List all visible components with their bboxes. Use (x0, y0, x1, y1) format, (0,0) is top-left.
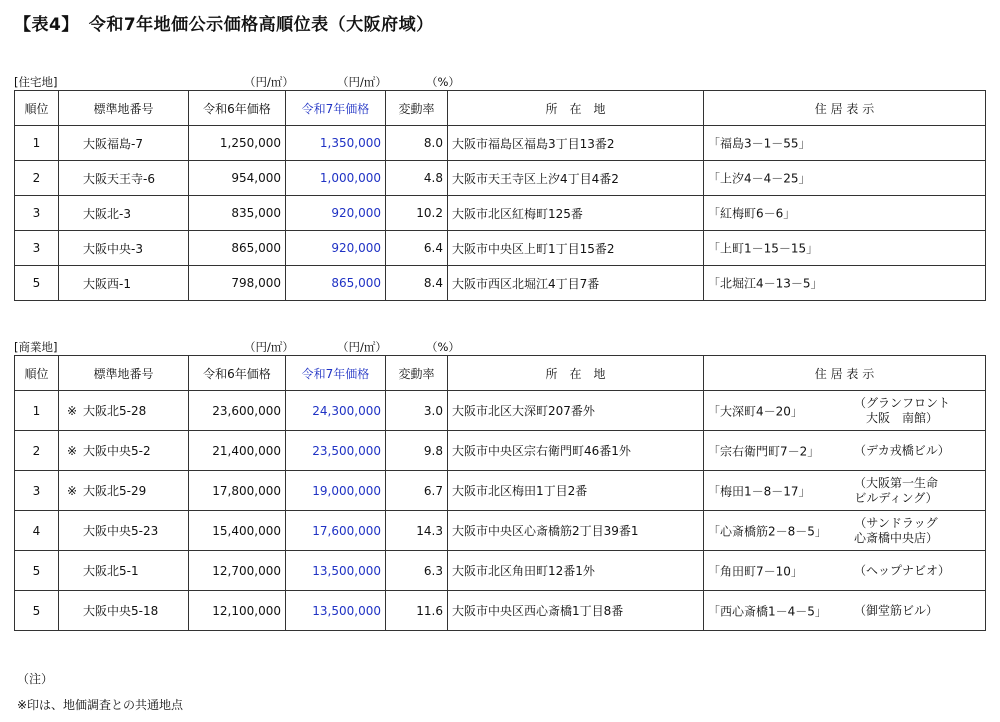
header-price-r6: 令和6年価格 (189, 356, 286, 391)
location-cell: 大阪市福島区福島3丁目13番2 (448, 126, 704, 161)
building-name-line1: （グランフロント (854, 395, 951, 410)
header-address-display: 住 居 表 示 (704, 91, 986, 126)
site-number-cell (59, 431, 189, 471)
unit-percent: （%） (426, 340, 460, 354)
price-r7-cell: 19,000,000 (286, 471, 386, 511)
price-r6-cell: 954,000 (189, 161, 286, 196)
location-cell: 大阪市天王寺区上汐4丁目4番2 (448, 161, 704, 196)
residential-table (14, 90, 986, 301)
address-display: 「梅田1－8－17」 (708, 484, 811, 498)
residential-unit-row (14, 74, 985, 90)
unit-yen-r7: （円/㎡） (337, 75, 387, 89)
header-price-r7: 令和7年価格 (286, 91, 386, 126)
rank-cell: 3 (15, 471, 59, 511)
price-r6-cell: 12,700,000 (189, 551, 286, 591)
site-number-cell (59, 391, 189, 431)
site-number-cell (59, 161, 189, 196)
site-number: 大阪中央-3 (83, 241, 143, 256)
unit-yen-r7: （円/㎡） (337, 340, 387, 354)
commercial-header-row (15, 356, 986, 391)
location-cell: 大阪市北区大深町207番外 (448, 391, 704, 431)
price-r6-cell: 23,600,000 (189, 391, 286, 431)
location-cell: 大阪市北区梅田1丁目2番 (448, 471, 704, 511)
header-location: 所 在 地 (448, 356, 704, 391)
common-point-mark: ※ (66, 484, 78, 498)
change-rate-cell: 6.3 (386, 551, 448, 591)
building-name-line1: （御堂筋ビル） (854, 603, 939, 617)
rank-cell: 1 (15, 391, 59, 431)
table-row (15, 196, 986, 231)
rank-cell: 3 (15, 196, 59, 231)
site-number: 大阪北5-1 (83, 564, 139, 578)
address-display-cell (704, 196, 986, 231)
site-number: 大阪北5-29 (83, 484, 147, 498)
table-row (15, 591, 986, 631)
price-r6-cell: 835,000 (189, 196, 286, 231)
address-display: 「角田町7－10」 (708, 564, 803, 578)
building-name-line1: （サンドラッグ (854, 515, 938, 530)
change-rate-cell: 6.4 (386, 231, 448, 266)
commercial-table (14, 355, 986, 631)
change-rate-cell: 6.7 (386, 471, 448, 511)
building-name-line1: （デカ戎橋ビル） (854, 443, 950, 457)
change-rate-cell: 3.0 (386, 391, 448, 431)
residential-header-row (15, 91, 986, 126)
building-name (854, 516, 938, 546)
address-display: 「宗右衛門町7－2」 (708, 444, 820, 458)
building-name (854, 603, 938, 618)
commercial-unit-row (14, 339, 985, 355)
residential-section-label: [住宅地] (14, 75, 58, 89)
rank-cell: 5 (15, 591, 59, 631)
header-price-r6: 令和6年価格 (189, 91, 286, 126)
price-r7-cell: 920,000 (286, 231, 386, 266)
location-cell: 大阪市中央区上町1丁目15番2 (448, 231, 704, 266)
note-text: ※印は、地価調査との共通地点 (17, 698, 184, 712)
header-rank: 順位 (15, 91, 59, 126)
location-cell: 大阪市中央区西心斎橋1丁目8番 (448, 591, 704, 631)
building-name (854, 396, 950, 426)
table-row (15, 431, 986, 471)
address-display-cell (704, 591, 986, 631)
table-row (15, 471, 986, 511)
building-name-line1: （ヘップナビオ） (854, 563, 951, 577)
rank-cell: 1 (15, 126, 59, 161)
price-r6-cell: 1,250,000 (189, 126, 286, 161)
unit-percent: （%） (426, 75, 460, 89)
site-number-cell (59, 591, 189, 631)
header-price-r7: 令和7年価格 (286, 356, 386, 391)
price-r6-cell: 15,400,000 (189, 511, 286, 551)
building-name-line1: （大阪第一生命 (854, 475, 939, 490)
rank-cell: 4 (15, 511, 59, 551)
change-rate-cell: 8.0 (386, 126, 448, 161)
building-name-line2: 心斎橋中央店） (854, 530, 939, 545)
header-site-number: 標準地番号 (59, 356, 189, 391)
commercial-section-label: [商業地] (14, 340, 58, 354)
location-cell: 大阪市中央区宗右衛門町46番1外 (448, 431, 704, 471)
site-number: 大阪北5-28 (83, 404, 147, 418)
change-rate-cell: 11.6 (386, 591, 448, 631)
change-rate-cell: 4.8 (386, 161, 448, 196)
address-display: 「紅梅町6－6」 (708, 206, 796, 221)
page-title (14, 10, 434, 35)
price-r6-cell: 12,100,000 (189, 591, 286, 631)
change-rate-cell: 10.2 (386, 196, 448, 231)
site-number: 大阪天王寺-6 (83, 171, 155, 186)
price-r7-cell: 920,000 (286, 196, 386, 231)
address-display: 「大深町4－20」 (708, 404, 803, 418)
rank-cell: 5 (15, 266, 59, 301)
unit-yen-r6: （円/㎡） (244, 340, 294, 354)
price-r6-cell: 865,000 (189, 231, 286, 266)
price-r7-cell: 17,600,000 (286, 511, 386, 551)
table-row (15, 126, 986, 161)
site-number-cell (59, 231, 189, 266)
table-row (15, 551, 986, 591)
address-display-cell (704, 551, 986, 591)
address-display: 「西心斎橋1－4－5」 (708, 604, 827, 618)
header-site-number: 標準地番号 (59, 91, 189, 126)
address-display-cell (704, 231, 986, 266)
site-number-cell (59, 471, 189, 511)
title-text: 令和7年地価公示価格高順位表（大阪府域） (88, 15, 434, 35)
rank-cell: 5 (15, 551, 59, 591)
site-number: 大阪中央5-23 (83, 524, 159, 538)
header-change-rate: 変動率 (386, 356, 448, 391)
price-r7-cell: 24,300,000 (286, 391, 386, 431)
change-rate-cell: 14.3 (386, 511, 448, 551)
common-point-mark: ※ (66, 404, 78, 418)
unit-yen-r6: （円/㎡） (244, 75, 294, 89)
address-display-cell (704, 391, 986, 431)
address-display: 「福島3－1－55」 (708, 136, 811, 151)
header-rank: 順位 (15, 356, 59, 391)
rank-cell: 2 (15, 161, 59, 196)
table-row (15, 511, 986, 551)
address-display-cell (704, 126, 986, 161)
price-r7-cell: 865,000 (286, 266, 386, 301)
site-number: 大阪中央5-18 (83, 604, 159, 618)
site-number-cell (59, 266, 189, 301)
table-row (15, 266, 986, 301)
address-display-cell (704, 161, 986, 196)
address-display: 「上町1－15－15」 (708, 241, 819, 256)
price-r6-cell: 17,800,000 (189, 471, 286, 511)
site-number-cell (59, 126, 189, 161)
price-r7-cell: 1,350,000 (286, 126, 386, 161)
site-number: 大阪福島-7 (83, 136, 143, 151)
site-number-cell (59, 196, 189, 231)
rank-cell: 2 (15, 431, 59, 471)
change-rate-cell: 9.8 (386, 431, 448, 471)
building-name-line2: 大阪 南館） (866, 410, 939, 425)
site-number: 大阪中央5-2 (83, 444, 151, 458)
building-name (854, 563, 950, 578)
common-point-mark: ※ (66, 444, 78, 458)
address-display: 「上汐4－4－25」 (708, 171, 811, 186)
building-name-line2: ビルディング） (854, 490, 938, 505)
address-display-cell (704, 471, 986, 511)
site-number-cell (59, 511, 189, 551)
site-number-cell (59, 551, 189, 591)
price-r7-cell: 13,500,000 (286, 551, 386, 591)
price-r7-cell: 23,500,000 (286, 431, 386, 471)
address-display-cell (704, 431, 986, 471)
change-rate-cell: 8.4 (386, 266, 448, 301)
table-number: 【表4】 (14, 15, 79, 35)
location-cell: 大阪市北区紅梅町125番 (448, 196, 704, 231)
header-location: 所 在 地 (448, 91, 704, 126)
rank-cell: 3 (15, 231, 59, 266)
price-r6-cell: 798,000 (189, 266, 286, 301)
site-number: 大阪西-1 (83, 276, 131, 291)
price-r7-cell: 1,000,000 (286, 161, 386, 196)
location-cell: 大阪市西区北堀江4丁目7番 (448, 266, 704, 301)
address-display: 「北堀江4－13－5」 (708, 276, 823, 291)
location-cell: 大阪市中央区心斎橋筋2丁目39番1 (448, 511, 704, 551)
header-address-display: 住 居 表 示 (704, 356, 986, 391)
price-r6-cell: 21,400,000 (189, 431, 286, 471)
location-cell: 大阪市北区角田町12番1外 (448, 551, 704, 591)
site-number: 大阪北-3 (83, 206, 131, 221)
address-display-cell (704, 511, 986, 551)
building-name (854, 476, 938, 506)
address-display: 「心斎橋筋2－8－5」 (708, 524, 827, 538)
table-row (15, 161, 986, 196)
header-change-rate: 変動率 (386, 91, 448, 126)
building-name (854, 443, 950, 458)
table-row (15, 391, 986, 431)
note-label: （注） (17, 672, 54, 686)
price-r7-cell: 13,500,000 (286, 591, 386, 631)
table-row (15, 231, 986, 266)
address-display-cell (704, 266, 986, 301)
